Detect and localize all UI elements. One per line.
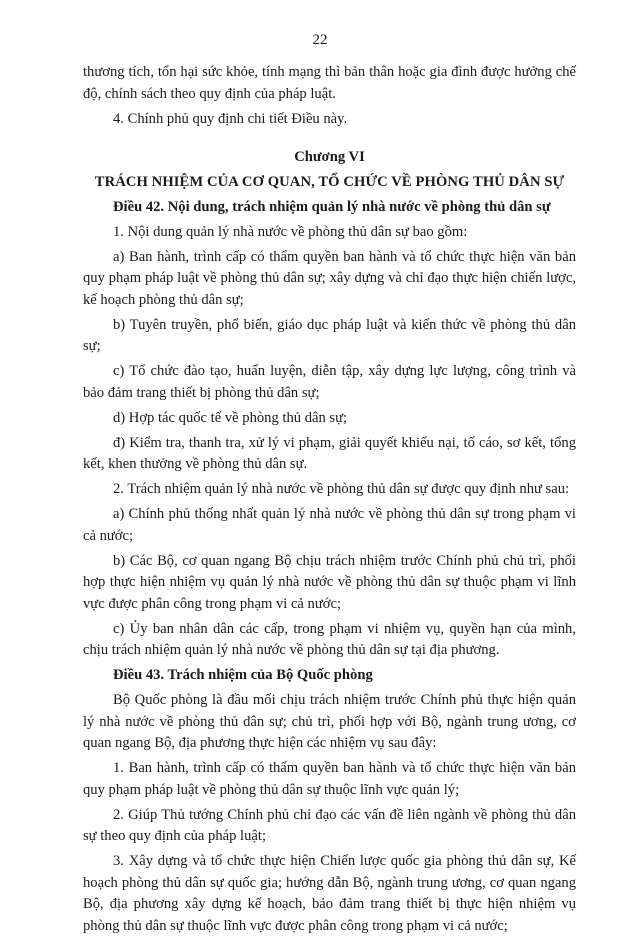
- article-42-title: Điều 42. Nội dung, trách nhiệm quản lý nhà nước về phòng thủ dân sự: [113, 198, 551, 215]
- article-42-paragraph: c) Ủy ban nhân dân các cấp, trong phạm vi nhiệm vụ, quyền hạn của mình, chịu trách nhiệm quản lý nhà nước về phòng thủ dân sự tại địa phương.: [83, 620, 576, 658]
- article-42-paragraph: a) Ban hành, trình cấp có thẩm quyền ban hành và tổ chức thực hiện văn bản quy phạm pháp luật về phòng thủ dân sự; xây dựng và chỉ đạo thực hiện chiến lược, kế hoạch phòng thủ dân sự;: [83, 248, 576, 308]
- article-43-paragraph: Bộ Quốc phòng là đầu mối chịu trách nhiệm trước Chính phủ thực hiện quản lý nhà nước về phòng thủ dân sự; chủ trì, phối hợp với Bộ, ngành trung ương, cơ quan ngang Bộ, địa phương thực hiện các nhiệm vụ sau đây:: [83, 692, 576, 751]
- chapter-name: TRÁCH NHIỆM CỦA CƠ QUAN, TỔ CHỨC VỀ PHÒNG THỦ DÂN SỰ: [94, 173, 565, 190]
- article-42-paragraph: a) Chính phủ thống nhất quản lý nhà nước về phòng thủ dân sự trong phạm vi cả nước;: [83, 506, 576, 544]
- article-42-paragraph: 2. Trách nhiệm quản lý nhà nước về phòng thủ dân sự được quy định như sau:: [113, 481, 570, 497]
- chapter-title: Chương VI: [294, 149, 365, 165]
- article-42-paragraph: đ) Kiểm tra, thanh tra, xử lý vi phạm, giải quyết khiếu nại, tố cáo, sơ kết, tổng kết, khen thưởng về phòng thủ dân sự.: [83, 434, 576, 472]
- page-number: 22: [312, 32, 328, 48]
- article-42-paragraph: d) Hợp tác quốc tế về phòng thủ dân sự;: [113, 409, 348, 426]
- intro-paragraph-2: 4. Chính phủ quy định chi tiết Điều này.: [113, 110, 348, 127]
- article-42-paragraph: c) Tổ chức đào tạo, huấn luyện, diễn tập, xây dựng lực lượng, công trình và bảo đảm trang thiết bị phòng thủ dân sự;: [83, 363, 576, 401]
- article-42-paragraph: b) Tuyên truyền, phổ biến, giáo dục pháp luật và kiến thức về phòng thủ dân sự;: [83, 316, 576, 354]
- article-43-title: Điều 43. Trách nhiệm của Bộ Quốc phòng: [113, 667, 373, 683]
- article-42-paragraph: 1. Nội dung quản lý nhà nước về phòng thủ dân sự bao gồm:: [113, 223, 468, 240]
- article-42-paragraph: b) Các Bộ, cơ quan ngang Bộ chịu trách nhiệm trước Chính phủ chủ trì, phối hợp thực hiện nhiệm vụ quản lý nhà nước về phòng thủ dân sự thuộc phạm vi lĩnh vực được phân công trong phạm vi cả nước;: [83, 552, 576, 612]
- article-43-paragraph: 2. Giúp Thủ tướng Chính phủ chỉ đạo các vấn đề liên ngành về phòng thủ dân sự theo quy định của pháp luật;: [83, 806, 576, 844]
- article-43-paragraph: 1. Ban hành, trình cấp có thẩm quyền ban hành và tổ chức thực hiện văn bản quy phạm pháp luật về phòng thủ dân sự thuộc lĩnh vực quản lý;: [83, 760, 576, 798]
- intro-paragraph-1: thương tích, tổn hại sức khỏe, tính mạng thì bản thân hoặc gia đình được hưởng chế độ, chính sách theo quy định của pháp luật.: [83, 64, 576, 102]
- article-43-paragraph: 3. Xây dựng và tổ chức thực hiện Chiến lược quốc gia phòng thủ dân sự, Kế hoạch phòng thủ dân sự quốc gia; hướng dẫn Bộ, ngành trung ương, cơ quan ngang Bộ, địa phương xây dựng kế hoạch, bảo đảm trang thiết bị thực hiện nhiệm vụ phòng thủ dân sự thuộc lĩnh vực được phân công trong phạm vi cả nước;: [83, 853, 576, 934]
- document-body: [83, 62, 576, 937]
